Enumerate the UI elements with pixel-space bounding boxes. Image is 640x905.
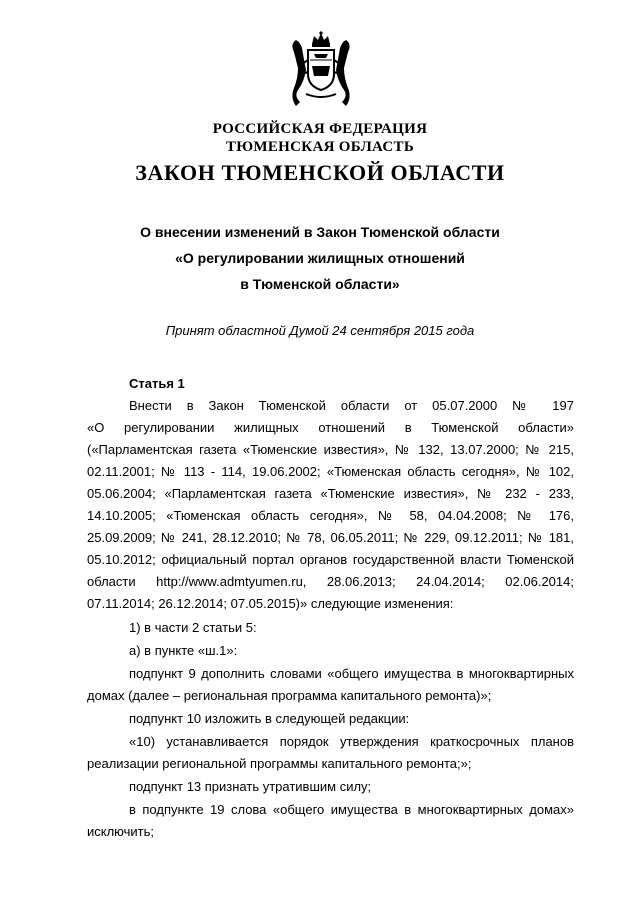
federation-heading: РОССИЙСКАЯ ФЕДЕРАЦИЯ [212,121,428,137]
body-line: 05.10.2012; официальный портал органов государственной власти Тюменской [87,552,574,567]
body-line: 07.11.2014; 26.12.2014; 07.05.2015)» следующие изменения: [87,596,454,611]
body-line: подпункт 9 дополнить словами «общего имущества в многоквартирных [129,666,574,681]
body-line: в подпункте 19 слова «общего имущества в многоквартирных домах» [129,802,574,817]
body-line: «10) устанавливается порядок утверждения краткосрочных планов [129,734,574,749]
article-heading: Статья 1 [129,376,185,391]
body-line: исключить; [87,824,155,839]
region-heading: ТЮМЕНСКАЯ ОБЛАСТЬ [225,139,415,155]
body-line: а) в пункте «ш.1»: [129,643,238,658]
body-line: подпункт 10 изложить в следующей редакции: [129,711,410,726]
body-line: 02.11.2001; № 113 - 114, 19.06.2002; «Тюменская область сегодня», № 102, [87,464,574,479]
adoption-date: Принят областной Думой 24 сентября 2015 года [165,323,475,338]
body-line: реализации региональной программы капитального ремонта;»; [87,756,472,771]
document-title-line-3: в Тюменской области» [240,276,400,292]
body-line: 14.10.2005; «Тюменская область сегодня», № 58, 04.04.2008; № 176, [87,508,574,523]
body-line: области http://www.admtyumen.ru, 28.06.2013; 24.04.2014; 02.06.2014; [87,574,574,589]
body-line: 25.09.2009; № 241, 28.12.2010; № 78, 06.05.2011; № 229, 09.12.2011; № 181, [87,530,574,545]
body-line: Внести в Закон Тюменской области от 05.07.2000 № 197 [129,398,574,413]
body-line: 1) в части 2 статьи 5: [129,620,257,635]
body-line: 05.06.2004; «Парламентская газета «Тюменские известия», № 232 - 233, [87,486,574,501]
body-line: домах (далее – региональная программа капитального ремонта)»; [87,688,492,703]
body-line: «О регулировании жилищных отношений в Тюменской области» [87,420,574,435]
body-line: («Парламентская газета «Тюменские известия», № 132, 13.07.2000; № 215, [87,442,574,457]
document-title-line-2: «О регулировании жилищных отношений [175,250,465,266]
body-line: подпункт 13 признать утратившим силу; [129,779,372,794]
coat-of-arms-icon [290,30,352,108]
law-heading: ЗАКОН ТЮМЕНСКОЙ ОБЛАСТИ [135,160,505,185]
document-title-line-1: О внесении изменений в Закон Тюменской области [140,224,500,240]
